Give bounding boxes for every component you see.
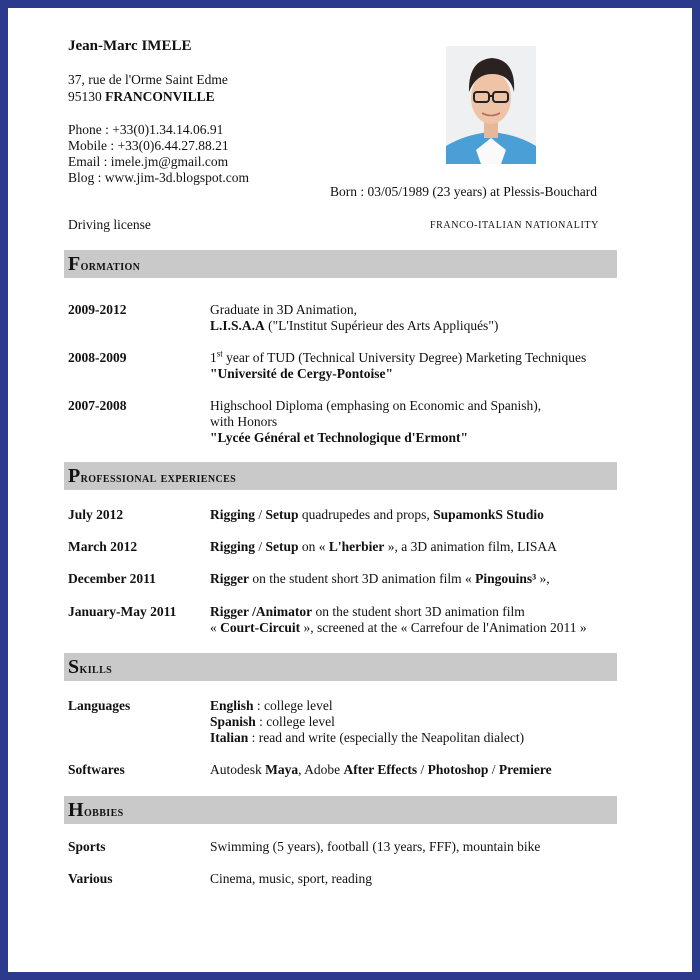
experience-date: January-May 2011 xyxy=(68,604,177,619)
section-title: Professional experiences xyxy=(68,465,237,487)
city: FRANCONVILLE xyxy=(105,89,215,104)
experience-date: December 2011 xyxy=(68,571,156,586)
birth-info: Born : 03/05/1989 (23 years) at Plessis-Bouchard xyxy=(330,184,597,199)
skills-languages-label: Languages xyxy=(68,698,131,713)
formation-years: 2007-2008 xyxy=(68,398,127,413)
address-city xyxy=(68,89,215,105)
cv-page xyxy=(8,8,692,972)
experience-entry: Rigging / Setup on « L'herbier », a 3D animation film, LISAA xyxy=(210,539,557,554)
candidate-name: Jean-Marc IMELE xyxy=(68,38,192,54)
section-formation xyxy=(64,250,617,278)
nationality: FRANCO-ITALIAN NATIONALITY xyxy=(430,220,599,231)
section-hobbies xyxy=(64,796,617,824)
driving-license: Driving license xyxy=(68,217,151,232)
hobby-label: Various xyxy=(68,871,113,886)
section-title: Formation xyxy=(68,253,141,275)
formation-entry: Highschool Diploma (emphasing on Economic and Spanish), with Honors "Lycée Général et Technologique d'Ermont" xyxy=(210,398,542,445)
formation-years: 2009-2012 xyxy=(68,302,127,317)
experience-date: July 2012 xyxy=(68,507,124,522)
hobby-value: Cinema, music, sport, reading xyxy=(210,871,372,886)
formation-entry: Graduate in 3D Animation, L.I.S.A.A ("L'Institut Supérieur des Arts Appliqués") xyxy=(210,302,499,333)
blog-link[interactable]: Blog : www.jim-3d.blogspot.com xyxy=(68,170,249,185)
hobby-value: Swimming (5 years), football (13 years, FFF), mountain bike xyxy=(210,839,541,854)
formation-years: 2008-2009 xyxy=(68,350,127,365)
profile-photo xyxy=(446,46,536,164)
experience-entry: Rigger /Animator on the student short 3D animation film « Court-Circuit », screened at the « Carrefour de l'Animation 2011 » xyxy=(210,604,587,635)
section-experience xyxy=(64,462,617,490)
skills-softwares-label: Softwares xyxy=(68,762,125,777)
hobby-label: Sports xyxy=(68,839,106,854)
skills-softwares: Autodesk Maya, Adobe After Effects / Photoshop / Premiere xyxy=(210,762,552,777)
phone: Phone : +33(0)1.34.14.06.91 xyxy=(68,122,224,137)
postcode: 95130 xyxy=(68,89,102,104)
section-skills xyxy=(64,653,617,681)
skills-languages: English : college level Spanish : college level Italian : read and write (especially the Neapolitan dialect) xyxy=(210,698,525,745)
experience-entry: Rigger on the student short 3D animation film « Pingouins³ », xyxy=(210,571,550,586)
mobile: Mobile : +33(0)6.44.27.88.21 xyxy=(68,138,229,153)
address-street: 37, rue de l'Orme Saint Edme xyxy=(68,72,228,87)
section-title: Skills xyxy=(68,656,113,678)
email: Email : imele.jm@gmail.com xyxy=(68,154,229,169)
formation-entry: 1st year of TUD (Technical University Degree) Marketing Techniques "Université de Cergy-Pontoise" xyxy=(210,348,587,381)
section-title: Hobbies xyxy=(68,799,124,821)
experience-date: March 2012 xyxy=(68,539,138,554)
experience-entry: Rigging / Setup quadrupedes and props, SupamonkS Studio xyxy=(210,507,544,522)
